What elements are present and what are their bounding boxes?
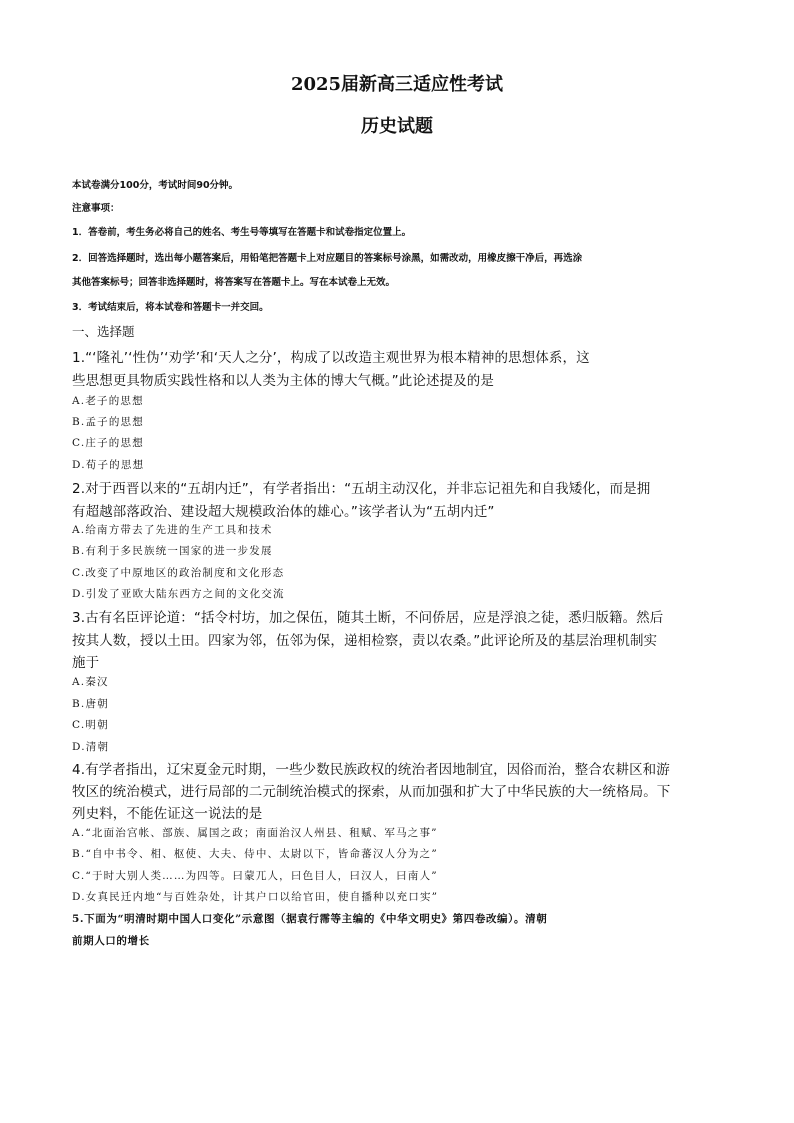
notes-item-2-line-2: 其他答案标号；回答非选择题时，将答案写在答题卡上。写在本试卷上无效。 xyxy=(72,277,396,288)
question-4-option-b: B.“自中书令、相、枢使、大夫、侍中、太尉以下，皆命蕃汉人分为之” xyxy=(72,848,438,860)
question-2-option-a: A.给南方带去了先进的生产工具和技术 xyxy=(72,524,273,536)
question-3-option-c: C.明朝 xyxy=(72,719,109,731)
question-1-option-d: D.荀子的思想 xyxy=(72,459,145,471)
question-4-option-a: A.“北面治宫帐、部族、属国之政；南面治汉人州县、租赋、军马之事” xyxy=(72,827,438,839)
question-5-stem-line-2: 前期人口的增长 xyxy=(72,935,150,947)
question-3-option-b: B.唐朝 xyxy=(72,698,109,710)
question-2-option-c: C.改变了中原地区的政治制度和文化形态 xyxy=(72,567,285,579)
question-4-option-d: D.女真民迁内地“与百姓杂处，计其户口以给官田，使自播种以充口实” xyxy=(72,891,439,903)
notes-item-3: 3．考试结束后，将本试卷和答题卡一并交回。 xyxy=(72,302,269,313)
question-2-stem-line-2: 有超越部落政治、建设超大规模政治体的雄心。”该学者认为“五胡内迁” xyxy=(72,504,495,520)
question-3-stem-line-3: 施于 xyxy=(72,655,100,671)
question-1-option-c: C.庄子的思想 xyxy=(72,437,144,449)
question-2-option-d: D.引发了亚欧大陆东西方之间的文化交流 xyxy=(72,588,285,600)
question-4-option-c: C.“于时大别人类……为四等。曰蒙兀人，曰色目人，曰汉人，曰南人” xyxy=(72,870,438,882)
question-2-option-b: B.有利于多民族统一国家的进一步发展 xyxy=(72,545,273,557)
question-4-stem-line-2: 牧区的统治模式，进行局部的二元制统治模式的探索，从而加强和扩大了中华民族的大一统格局。下 xyxy=(72,784,671,800)
question-1-stem-line-2: 些思想更具物质实践性格和以人类为主体的博大气概。”此论述提及的是 xyxy=(72,373,494,389)
question-1-stem-line-1: 1.“‘隆礼’‘性伪’‘劝学’和‘天人之分’，构成了以改造主观世界为根本精神的思想体系，这 xyxy=(72,350,590,366)
notes-item-1: 1．答卷前，考生务必将自己的姓名、考生号等填写在答题卡和试卷指定位置上。 xyxy=(72,227,412,238)
notes-item-2-line-1: 2．回答选择题时，选出每小题答案后，用铅笔把答题卡上对应题目的答案标号涂黑，如需改动，用橡皮擦干净后，再选涂 xyxy=(72,253,583,264)
question-1-option-b: B.孟子的思想 xyxy=(72,416,144,428)
question-3-option-d: D.清朝 xyxy=(72,741,110,753)
question-4-stem-line-1: 4.有学者指出，辽宋夏金元时期，一些少数民族政权的统治者因地制宜，因俗而治，整合农耕区和游 xyxy=(72,762,670,778)
question-5-stem-line-1: 5.下面为“明清时期中国人口变化”示意图（据袁行霈等主编的《中华文明史》第四卷改编）。清朝 xyxy=(72,913,548,925)
exam-title: 2025届新高三适应性考试 xyxy=(290,74,504,95)
question-2-stem-line-1: 2.对于西晋以来的“五胡内迁”，有学者指出：“五胡主动汉化，并非忘记祖先和自我矮化，而是拥 xyxy=(72,481,651,497)
notes-heading: 注意事项： xyxy=(72,203,120,214)
question-3-stem-line-2: 按其人数，授以土田。四家为邻，伍邻为保，递相检察，责以农桑。”此评论所及的基层治理机制实 xyxy=(72,633,658,649)
question-3-option-a: A.秦汉 xyxy=(72,676,109,688)
exam-subject: 历史试题 xyxy=(361,116,433,137)
exam-intro: 本试卷满分100分，考试时间90分钟。 xyxy=(72,180,239,191)
question-1-option-a: A.老子的思想 xyxy=(72,395,144,407)
question-3-stem-line-1: 3.古有名臣评论道：“括令村坊，加之保伍，随其土断，不问侨居，应是浮浪之徒，悉归版籍。然后 xyxy=(72,610,664,626)
question-4-stem-line-3: 列史料，不能佐证这一说法的是 xyxy=(72,806,263,822)
section-heading: 一、选择题 xyxy=(72,324,135,339)
